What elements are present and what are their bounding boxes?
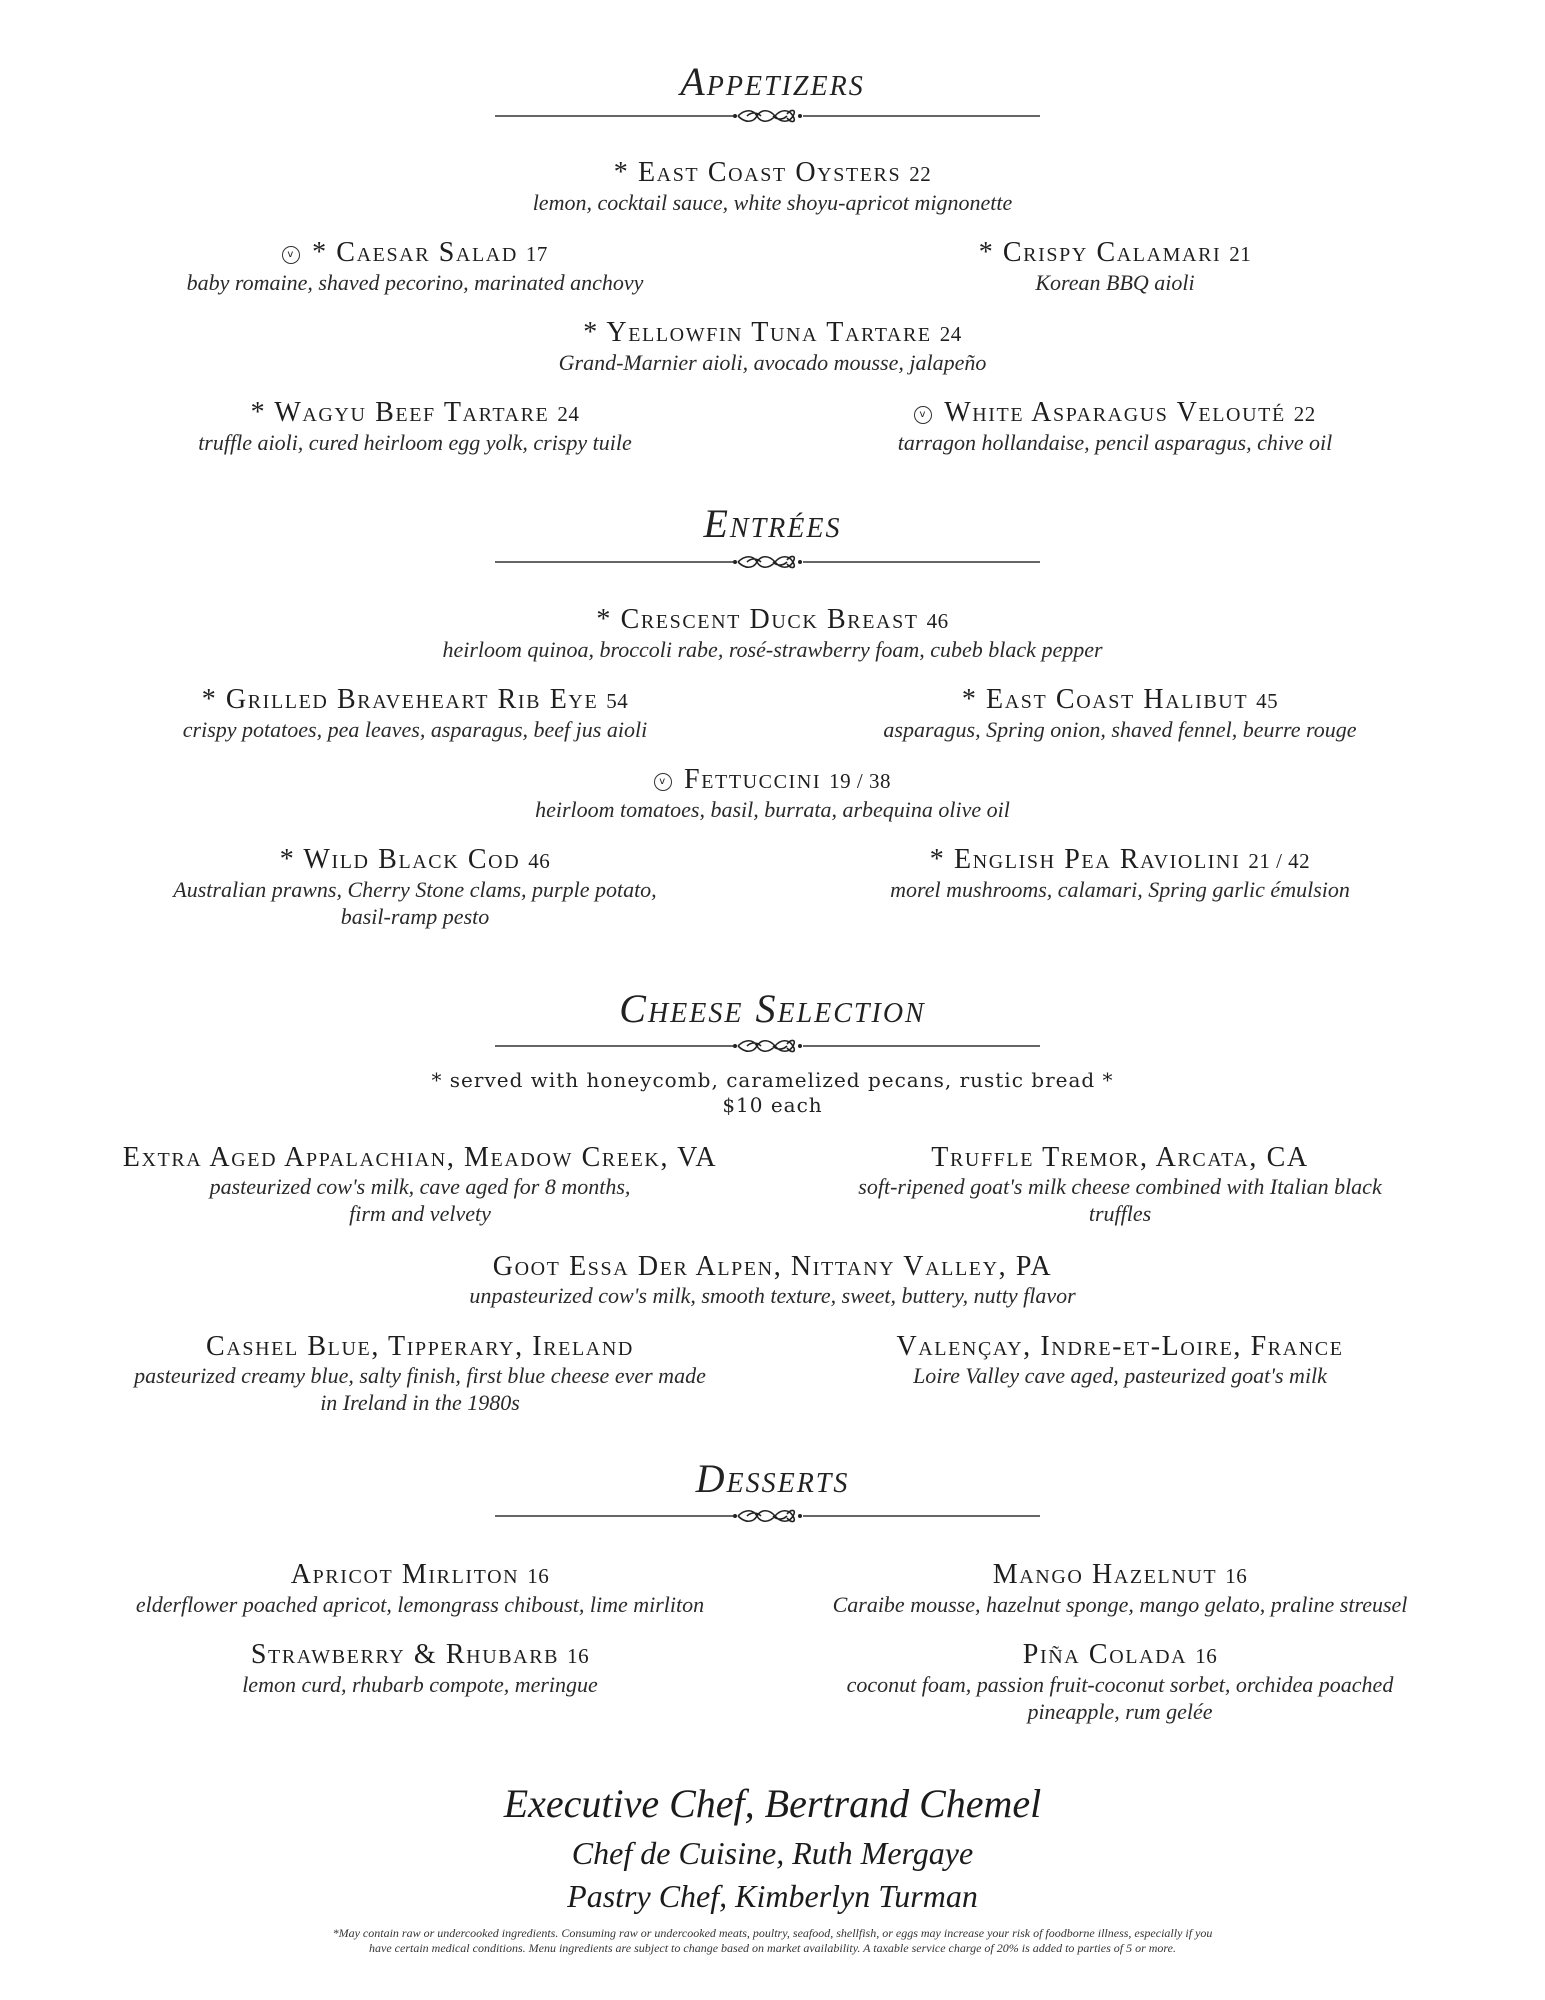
item-price: 16 xyxy=(1195,1644,1218,1668)
menu-item xyxy=(820,845,1420,903)
item-description: truffle aioli, cured heirloom egg yolk, crispy tuile xyxy=(198,430,632,455)
item-description: soft-ripened goat's milk cheese combined with Italian black xyxy=(858,1174,1382,1199)
menu-item xyxy=(0,765,1545,823)
item-name: * Yellowfin Tuna Tartare xyxy=(583,317,932,348)
item-name: * Wild Black Cod xyxy=(279,844,521,875)
item-name: * Grilled Braveheart Rib Eye xyxy=(201,684,599,715)
item-price: 21 xyxy=(1229,242,1252,266)
menu-item xyxy=(80,1640,760,1698)
item-name: Apricot Mirliton xyxy=(290,1559,520,1590)
item-price: 16 xyxy=(1225,1564,1248,1588)
item-description: tarragon hollandaise, pencil asparagus, chive oil xyxy=(897,430,1333,455)
menu-item xyxy=(100,845,730,930)
item-price: 45 xyxy=(1256,689,1279,713)
item-price: 16 xyxy=(567,1644,590,1668)
chef-de-cuisine: Chef de Cuisine, Ruth Mergaye xyxy=(571,1835,974,1871)
menu-item xyxy=(0,605,1545,663)
item-name: * English Pea Raviolini xyxy=(929,844,1241,875)
cheese-price-note: $10 each xyxy=(722,1093,823,1117)
item-price: 22 xyxy=(1293,402,1316,426)
divider-ornament xyxy=(495,108,1040,124)
menu-item xyxy=(800,398,1430,456)
menu-item xyxy=(820,238,1410,296)
item-description: in Ireland in the 1980s xyxy=(320,1390,520,1415)
item-price: 46 xyxy=(528,849,551,873)
menu-item xyxy=(800,1640,1440,1725)
item-name: Valençay, Indre-et-Loire, France xyxy=(896,1331,1344,1362)
menu-item xyxy=(820,1143,1420,1227)
disclaimer xyxy=(230,1926,1315,1956)
item-description: baby romaine, shaved pecorino, marinated anchovy xyxy=(186,270,644,295)
item-name: * East Coast Halibut xyxy=(961,684,1249,715)
item-description: Grand-Marnier aioli, avocado mousse, jalapeño xyxy=(558,350,987,375)
item-description: firm and velvety xyxy=(349,1201,491,1226)
pastry-chef: Pastry Chef, Kimberlyn Turman xyxy=(567,1878,978,1914)
item-name: * Caesar Salad xyxy=(312,237,518,268)
item-description: lemon, cocktail sauce, white shoyu-apricot mignonette xyxy=(532,190,1013,215)
item-price: 21 / 42 xyxy=(1248,849,1311,873)
item-name: Strawberry & Rhubarb xyxy=(250,1639,560,1670)
item-description: pasteurized cow's milk, cave aged for 8 months, xyxy=(209,1174,631,1199)
menu-item xyxy=(0,1252,1545,1309)
divider-ornament xyxy=(495,1508,1040,1524)
item-description: unpasteurized cow's milk, smooth texture, sweet, buttery, nutty flavor xyxy=(469,1283,1076,1308)
menu-item xyxy=(80,1332,760,1416)
item-price: 46 xyxy=(926,609,949,633)
vegetarian-icon: v xyxy=(914,406,932,424)
item-description: pasteurized creamy blue, salty finish, first blue cheese ever made xyxy=(134,1363,706,1388)
menu-item xyxy=(40,1143,800,1227)
item-name: * Wagyu Beef Tartare xyxy=(250,397,550,428)
item-description: lemon curd, rhubarb compote, meringue xyxy=(242,1672,598,1697)
item-description: asparagus, Spring onion, shaved fennel, beurre rouge xyxy=(883,717,1357,742)
item-description: morel mushrooms, calamari, Spring garlic émulsion xyxy=(890,877,1350,902)
item-description: crispy potatoes, pea leaves, asparagus, beef jus aioli xyxy=(182,717,648,742)
item-name: Truffle Tremor, Arcata, CA xyxy=(931,1142,1309,1173)
divider-ornament xyxy=(495,1038,1040,1054)
item-name: Extra Aged Appalachian, Meadow Creek, VA xyxy=(122,1142,718,1173)
menu-item xyxy=(100,238,730,296)
item-name: * Crispy Calamari xyxy=(978,237,1222,268)
item-description: heirloom quinoa, broccoli rabe, rosé-strawberry foam, cubeb black pepper xyxy=(442,637,1103,662)
desserts-title: Desserts xyxy=(695,1456,850,1501)
item-description: truffles xyxy=(1088,1201,1152,1226)
item-description: Korean BBQ aioli xyxy=(1035,270,1195,295)
item-description: Australian prawns, Cherry Stone clams, purple potato, xyxy=(173,877,657,902)
menu-item xyxy=(800,1560,1440,1618)
executive-chef: Executive Chef, Bertrand Chemel xyxy=(503,1781,1042,1826)
item-description: pineapple, rum gelée xyxy=(1027,1699,1213,1724)
menu-item xyxy=(820,685,1420,743)
item-name: White Asparagus Velouté xyxy=(944,397,1286,428)
item-price: 16 xyxy=(527,1564,550,1588)
item-price: 19 / 38 xyxy=(829,769,891,793)
cheese-serving-note: * served with honeycomb, caramelized pecans, rustic bread * xyxy=(431,1068,1114,1092)
item-description: coconut foam, passion fruit-coconut sorbet, orchidea poached xyxy=(846,1672,1394,1697)
disclaimer-line: have certain medical conditions. Menu ingredients are subject to change based on market availability. A taxable service charge of 20% is added to parties of 5 or more. xyxy=(369,1941,1176,1955)
menu-item xyxy=(80,1560,760,1618)
item-description: heirloom tomatoes, basil, burrata, arbequina olive oil xyxy=(535,797,1010,822)
item-description: Caraibe mousse, hazelnut sponge, mango gelato, praline streusel xyxy=(832,1592,1408,1617)
item-description: Loire Valley cave aged, pasteurized goat's milk xyxy=(913,1363,1327,1388)
item-name: Piña Colada xyxy=(1022,1639,1188,1670)
item-price: 17 xyxy=(525,242,548,266)
disclaimer-line: *May contain raw or undercooked ingredients. Consuming raw or undercooked meats, poultry, seafood, shellfish, or eggs may increase your risk of foodborne illness, especially if you xyxy=(332,1926,1213,1940)
item-description: basil-ramp pesto xyxy=(340,904,490,929)
menu-item xyxy=(100,398,730,456)
item-name: * East Coast Oysters xyxy=(613,157,902,188)
vegetarian-icon: v xyxy=(654,773,672,791)
entrees-title: Entrées xyxy=(703,501,842,546)
item-description: elderflower poached apricot, lemongrass chiboust, lime mirliton xyxy=(135,1592,705,1617)
item-name: Mango Hazelnut xyxy=(992,1559,1218,1590)
menu-item xyxy=(0,318,1545,376)
vegetarian-icon: v xyxy=(282,246,300,264)
cheese-title: Cheese Selection xyxy=(619,986,926,1031)
item-name: Cashel Blue, Tipperary, Ireland xyxy=(206,1331,634,1362)
item-name: * Crescent Duck Breast xyxy=(596,604,919,635)
divider-ornament xyxy=(495,554,1040,570)
item-name: Goot Essa Der Alpen, Nittany Valley, PA xyxy=(492,1251,1053,1282)
item-price: 22 xyxy=(909,162,932,186)
item-price: 24 xyxy=(557,402,580,426)
item-price: 24 xyxy=(939,322,962,346)
appetizers-title: Appetizers xyxy=(680,59,865,104)
menu-item xyxy=(0,158,1545,216)
menu-item xyxy=(820,1332,1420,1389)
item-name: Fettuccini xyxy=(684,764,822,795)
menu-item xyxy=(100,685,730,743)
item-price: 54 xyxy=(606,689,629,713)
